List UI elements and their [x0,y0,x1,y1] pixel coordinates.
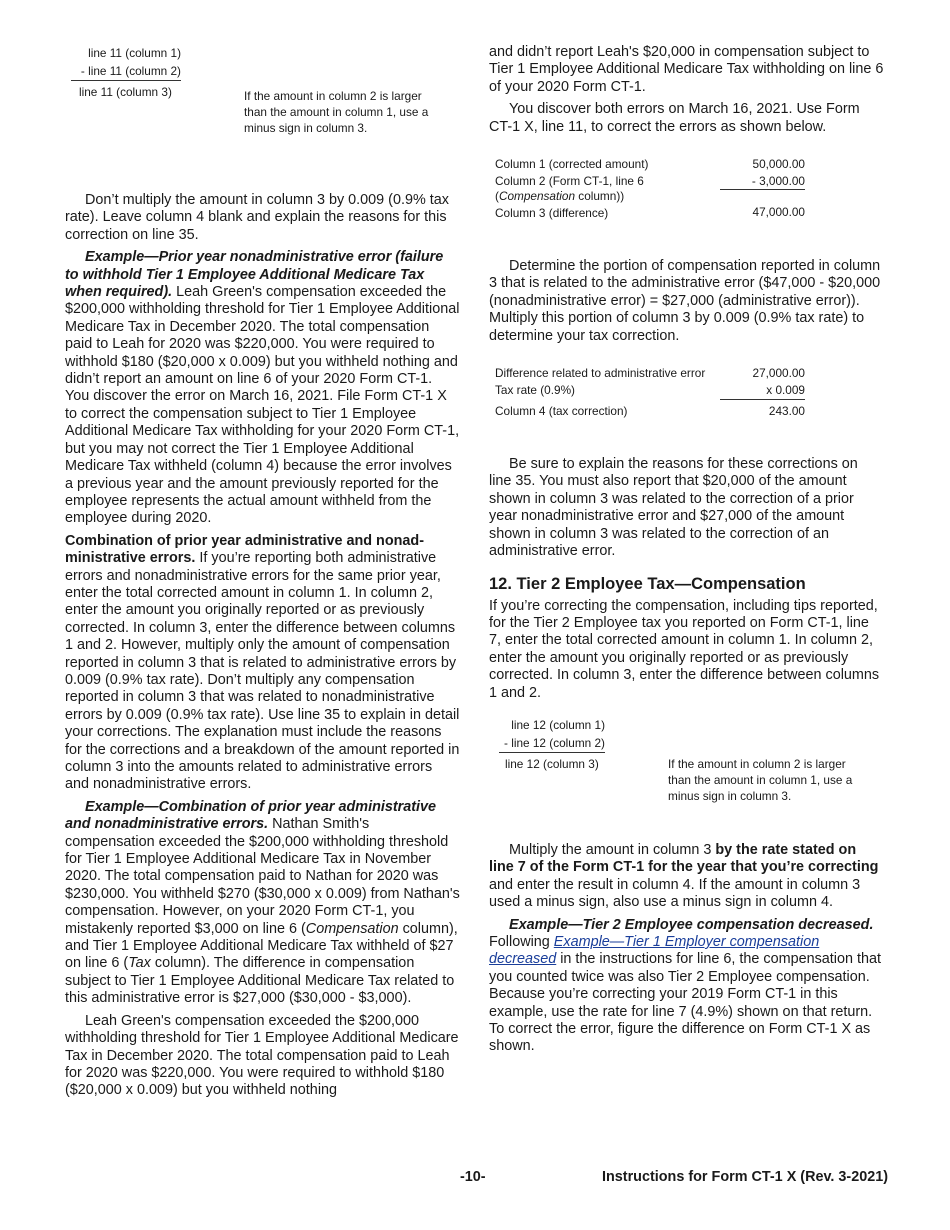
multiply-text-a: Multiply the amount in column 3 [509,841,716,858]
multiply-rate-paragraph [489,842,884,912]
correction-table [495,156,805,222]
discover-errors-paragraph: You discover both errors on March 16, 2021. Use Form CT-1 X, line 11, to correct the errors as shown below. [489,101,860,135]
determine-portion-paragraph: Determine the portion of compensation reported in column 3 that is related to the administrative error ($47,000 - $20,000 (nonadministrative error) = $27,000 (administrative error)). Multiply this portion of column 3 by 0.009 (0.9% tax rate) to determine your tax correction. [489,258,881,344]
worksheet-note: If the amount in column 2 is larger than the amount in column 1, use a minus sign in column 3. [244,89,429,135]
table-value: 27,000.00 [752,366,805,381]
example-heading: Example—Prior year nonadministrative error (failure to withhold Tier 1 Employee Additional Medicare Tax when required). [65,249,444,301]
table-label: Difference related to administrative error [495,366,706,381]
worksheet-line2: - line 12 (column 2) [499,734,605,753]
tax-italic: Tax [128,955,151,972]
example-combination-heading: Example—Combination of prior year administrative and nonadministrative errors. [65,798,437,833]
combination-body: If you’re reporting both administrative errors and nonadministrative errors for the same prior year, enter the total corrected amount in column 1. In column 2, enter the amount you originally reported or as previously corrected. In column 3, enter the difference between columns 1 and 2. However, multiply only the amount of compensation reported in column 3 that is related to administrative errors by 0.009 (0.9% tax rate). Don’t multiply any compensation reported in column 3 that was related to nonadministrative errors by 0.009 (0.9% tax rate). Use line 35 to explain in detail your corrections. The explanation must include the reasons for the corrections and a breakdown of the amount reported in column 3 into the amounts related to administrative errors and nonadministrative errors. [65,550,460,793]
example-combination-paragraph [65,799,460,1008]
table-row [495,156,805,173]
left-column [65,44,460,1105]
table-value [720,173,805,205]
combination-errors-paragraph [65,533,460,794]
table-label-line-a: Column 2 (Form CT-1, line 6 [495,174,644,189]
combination-heading: Combination of prior year administrative and nonad-ministrative errors. [65,532,425,567]
worksheet-line2: - line 11 (column 2) [71,62,181,81]
worksheet-line1: line 12 (column 1) [511,717,605,732]
multiply-text-b: and enter the result in column 4. If the amount in column 3 used a minus sign, also use a minus sign in column 4. [489,876,861,911]
worksheet-note: If the amount in column 2 is larger than the amount in column 1, use a minus sign in column 3. [668,756,853,803]
tier2-paragraph: If you’re correcting the compensation, including tips reported, for the Tier 2 Employee tax you reported on Form CT-1, line 7, enter the total corrected amount in column 1. In column 2, enter the amount you originally reported or as previously corrected. In column 3, enter the difference between columns 1 and 2. [489,597,880,701]
example-tier2-paragraph [489,917,884,1056]
example-tier2-body-a: Following [489,933,554,950]
table-value: 50,000.00 [752,157,805,172]
table-value: 47,000.00 [752,205,805,220]
multiply-bold: by the rate stated on line 7 of the Form CT-1 for the year that you’re correcting [489,841,879,876]
document-title: Instructions for Form CT-1 X (Rev. 3-2021) [602,1169,889,1185]
table-row [495,382,805,400]
example-tier2-heading: Example—Tier 2 Employee compensation decreased. [509,916,874,933]
table-label [495,173,720,205]
section-heading: 12. Tier 2 Employee Tax—Compensation [489,574,806,593]
table-label: Tax rate (0.9%) [495,383,575,398]
table-row [495,173,805,205]
worksheet-line3: line 11 (column 3) [79,85,172,99]
table-row [495,365,805,382]
table-label-close: column)) [575,189,625,204]
example-nonadmin-error-paragraph [65,249,460,528]
example-body: Leah Green's compensation exceeded the $200,000 withholding threshold for Tier 1 Employee Additional Medicare Tax in December 2020. The total compensation paid to Leah for 2020 was $220,000. You were required to withhold $180 ($20,000 x 0.009) but you withheld nothing and didn’t report an amount on line 6 of your 2020 Form CT-1. You discover the error on March 16, 2021. File Form CT-1 X to correct the compensation subject to Tier 1 Employee Additional Medicare Tax withholding for your 2020 Form CT-1, but you may not correct the Tier 1 Employee Additional Medicare Tax withheld (column 4) because the error involves a previous year and the amount previously reported for the employee represents the actual amount withheld from the employee during 2020. [65,284,460,527]
table-value: x 0.009 [720,382,805,400]
table-row [495,205,805,222]
table-label-italic: Compensation [498,189,576,204]
worksheet-line1: line 11 (column 1) [88,46,181,60]
leah-green-paragraph: Leah Green's compensation exceeded the $200,000 withholding threshold for Tier 1 Employee Additional Medicare Tax in December 2020. The total compensation paid to Leah for 2020 was $220,000. You were required to withhold $180 ($20,000 x 0.009) but you withheld nothing [65,1012,459,1099]
table-label: Column 4 (tax correction) [495,403,628,418]
table-row [495,400,805,421]
table-label: Column 3 (difference) [495,206,609,221]
table-label-open: ( [495,189,499,204]
table-value-underlined: - 3,000.00 [720,174,805,190]
example-combination-body-b: column), and Tier 1 Employee Additional Medicare Tax withheld of $27 on line 6 ( [65,920,458,972]
page-number: -10- [460,1169,486,1185]
example-tier2-body-b: in the instructions for line 6, the compensation that you counted twice was also Tier 2 Employee compensation. Because you’re correcting your 2019 Form CT-1 in this example, use the rate for line 7 (4.9%) shown on that return. To correct the error, figure the difference on Form CT-1 X as shown. [489,951,881,1055]
line12-worksheet [489,716,884,842]
compensation-italic: Compensation [305,920,399,937]
table-value: 243.00 [768,404,805,419]
line11-worksheet [65,44,460,192]
example-combination-body-a: Nathan Smith's compensation exceeded the $200,000 withholding threshold for Tier 1 Employee Additional Medicare Tax in November 2020. The total compensation paid to Nathan for 2020 was $230,000. You withheld $270 ($30,000 x 0.009) from Nathan's compensation. However, on your 2020 Form CT-1, you mistakenly reported $3,000 on line 6 ( [65,816,460,937]
dont-multiply-paragraph: Don’t multiply the amount in column 3 by 0.009 (0.9% tax rate). Leave column 4 blank and explain the reasons for this correction on line 35. [65,192,449,243]
right-column [489,44,884,1061]
example-combination-body-c: column). The difference in compensation subject to Tier 1 Employee Additional Medicare Tax related to this administrative error is $27,000 ($30,000 - $3,000). [65,955,455,1007]
example-tier1-employer-link[interactable]: Example—Tier 1 Employer compensation decreased [489,933,820,968]
table-label: Column 1 (corrected amount) [495,157,649,172]
tax-correction-table [495,365,805,420]
leah-continued-paragraph: and didn’t report Leah's $20,000 in compensation subject to Tier 1 Employee Additional Medicare Tax withholding on line 6 of your 2020 Form CT-1. [489,44,884,95]
explain-reasons-paragraph: Be sure to explain the reasons for these corrections on line 35. You must also report that $20,000 of the amount shown in column 3 was related to the correction of a prior year nonadministrative error and $27,000 of the amount shown in column 3 was related to the correction of an administrative error. [489,456,858,560]
worksheet-line3: line 12 (column 3) [505,756,599,771]
